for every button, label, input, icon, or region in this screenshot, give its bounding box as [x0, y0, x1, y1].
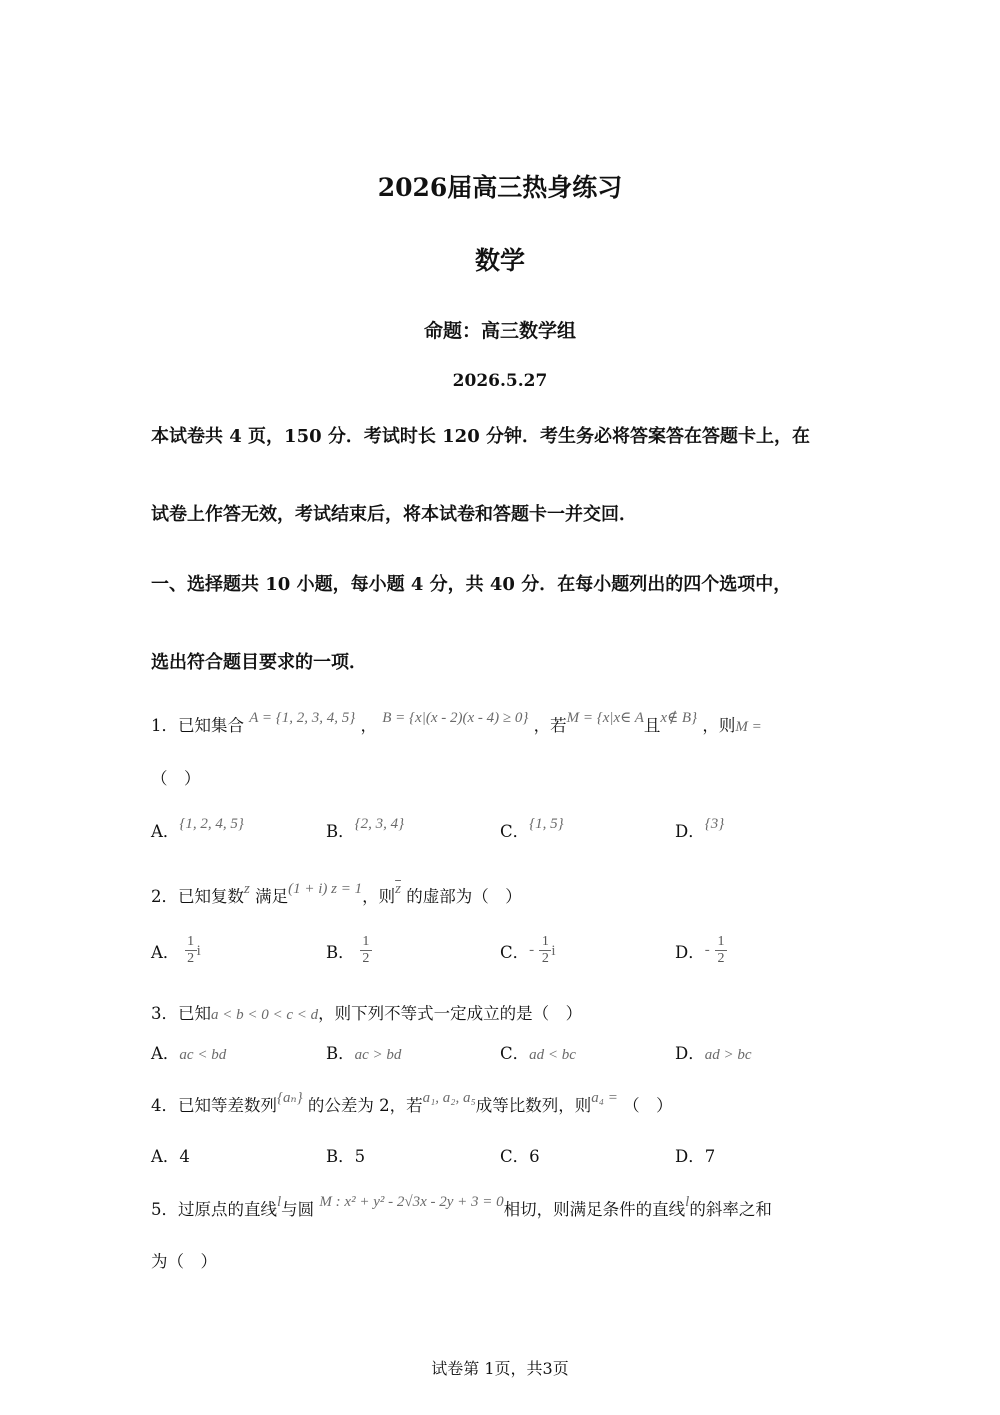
question-4-paren: （ ） — [623, 1096, 673, 1115]
question-2-text: ，则 — [362, 887, 396, 906]
minus-sign: - — [529, 942, 535, 958]
comma: ， — [360, 716, 378, 735]
option-value: ad < bc — [529, 1047, 576, 1063]
question-5 — [151, 1196, 772, 1220]
question-2-number: 2．已知复数 — [151, 887, 244, 906]
section-heading-line-1: 一、选择题共 10 小题，每小题 4 分，共 40 分．在每小题列出的四个选项中， — [151, 574, 792, 595]
var-l: l — [685, 1194, 690, 1210]
exam-title: 2026届高三热身练习 — [377, 173, 623, 202]
q1-option-c[interactable] — [500, 818, 564, 842]
sequence-terms: a₁, a₂, a₅ — [422, 1090, 476, 1106]
q4-option-d[interactable] — [675, 1143, 715, 1167]
option-label: A． — [151, 822, 180, 841]
question-5-line-2: 为（ ） — [151, 1252, 217, 1271]
imag-unit: i — [196, 943, 201, 959]
option-label: C． — [500, 1044, 530, 1063]
q2-option-d[interactable] — [675, 934, 727, 967]
option-label: D． — [675, 942, 705, 962]
question-5-number: 5．过原点的直线 — [151, 1200, 277, 1219]
option-label: B． — [326, 942, 355, 962]
option-value: {2, 3, 4} — [354, 816, 405, 832]
option-value: 6 — [529, 1147, 540, 1166]
question-2-text: 满足 — [255, 887, 289, 906]
subject-title: 数学 — [474, 246, 525, 275]
denominator: 2 — [187, 951, 195, 966]
denominator: 2 — [362, 951, 370, 966]
numerator: 1 — [187, 934, 195, 949]
set-b: B = {x|(x - 2)(x - 4) ≥ 0} — [382, 710, 529, 726]
m-equals: M = — [735, 719, 762, 735]
q4-option-a[interactable] — [151, 1143, 190, 1167]
option-value: {3} — [704, 816, 725, 832]
minus-sign: - — [704, 942, 710, 958]
q4-option-c[interactable] — [500, 1143, 540, 1167]
q4-option-b[interactable] — [326, 1143, 365, 1167]
question-1 — [151, 712, 762, 736]
q2-option-a[interactable] — [151, 934, 201, 967]
var-z: z — [244, 881, 250, 897]
option-label: A． — [151, 1147, 180, 1166]
question-5-text: 的斜率之和 — [689, 1200, 772, 1219]
denominator: 2 — [717, 951, 725, 966]
equation: (1 + i) z = 1 — [288, 881, 363, 897]
question-4-text: 成等比数列，则 — [475, 1096, 592, 1115]
question-4 — [151, 1092, 673, 1116]
option-label: D． — [675, 1044, 705, 1063]
option-label: C． — [500, 822, 530, 841]
question-3-number: 3．已知 — [151, 1004, 211, 1023]
numerator: 1 — [717, 934, 725, 949]
option-label: C． — [500, 1147, 530, 1166]
fraction — [185, 934, 197, 967]
inequality-chain: a < b < 0 < c < d — [211, 1007, 319, 1023]
option-label: B． — [326, 1147, 355, 1166]
question-1-number: 1．已知集合 — [151, 716, 244, 735]
option-label: D． — [675, 822, 705, 841]
set-m: M = {x|x∈ A — [566, 710, 644, 726]
option-value: {1, 5} — [529, 816, 564, 832]
numerator: 1 — [541, 934, 549, 949]
question-4-number: 4．已知等差数列 — [151, 1096, 277, 1115]
q1-option-d[interactable] — [675, 818, 724, 842]
option-label: A． — [151, 1044, 180, 1063]
option-label: A． — [151, 942, 180, 962]
option-value: ac < bd — [179, 1047, 227, 1063]
option-value: 4 — [179, 1147, 190, 1166]
page-footer: 试卷第 1页，共3页 — [431, 1359, 569, 1378]
option-value: ad > bc — [704, 1047, 752, 1063]
instructions-line-1: 本试卷共 4 页，150 分．考试时长 120 分钟．考生务必将答案答在答题卡上，在 — [151, 426, 811, 447]
option-label: B． — [326, 1044, 355, 1063]
question-4-text: 的公差为 2，若 — [307, 1096, 423, 1115]
q3-option-a[interactable] — [151, 1040, 226, 1064]
option-value: 7 — [704, 1147, 716, 1166]
q3-option-c[interactable] — [500, 1040, 576, 1064]
option-label: C． — [500, 942, 530, 962]
q1-option-a[interactable] — [151, 818, 244, 842]
question-1-text: ，若 — [533, 716, 567, 735]
z-conjugate: $\overline{z}$ — [395, 881, 401, 897]
a4-equals: a₄ = — [591, 1090, 618, 1106]
q2-option-c[interactable] — [500, 934, 556, 967]
option-value: {1, 2, 4, 5} — [179, 816, 244, 832]
section-heading-line-2: 选出符合题目要求的一项． — [151, 652, 367, 673]
q1-option-b[interactable] — [326, 818, 404, 842]
question-1-text: 且 — [643, 716, 661, 735]
fraction — [360, 934, 372, 967]
question-3 — [151, 1000, 582, 1024]
instructions-line-2: 试卷上作答无效，考试结束后，将本试卷和答题卡一并交回． — [151, 504, 637, 525]
exam-date: 2026.5.27 — [452, 371, 548, 391]
circle-equation: M : x² + y² - 2√3x - 2y + 3 = 0 — [319, 1194, 504, 1210]
option-value: 5 — [354, 1147, 366, 1166]
fraction — [715, 934, 727, 967]
q2-option-b[interactable] — [326, 934, 372, 967]
sequence: {aₙ} — [277, 1090, 303, 1106]
imag-unit: i — [551, 943, 556, 959]
option-value: ac > bd — [354, 1047, 402, 1063]
question-5-text: 与圆 — [281, 1200, 315, 1219]
question-1-text: ，则 — [702, 716, 736, 735]
var-l: l — [277, 1194, 282, 1210]
question-3-text: ，则下列不等式一定成立的是（ ） — [318, 1004, 583, 1023]
author-line: 命题：高三数学组 — [423, 320, 576, 342]
set-a: A = {1, 2, 3, 4, 5} — [249, 710, 356, 726]
q3-option-d[interactable] — [675, 1040, 752, 1064]
question-1-paren: （ ） — [151, 769, 201, 788]
question-2-text: 的虚部为（ ） — [406, 887, 522, 906]
set-m-condition: x∉ B} — [660, 710, 698, 726]
option-label: B． — [326, 822, 355, 841]
question-2 — [151, 883, 522, 907]
option-label: D． — [675, 1147, 705, 1166]
question-5-text: 相切，则满足条件的直线 — [503, 1200, 686, 1219]
q3-option-b[interactable] — [326, 1040, 401, 1064]
denominator: 2 — [541, 951, 549, 966]
fraction — [539, 934, 551, 967]
numerator: 1 — [362, 934, 370, 949]
